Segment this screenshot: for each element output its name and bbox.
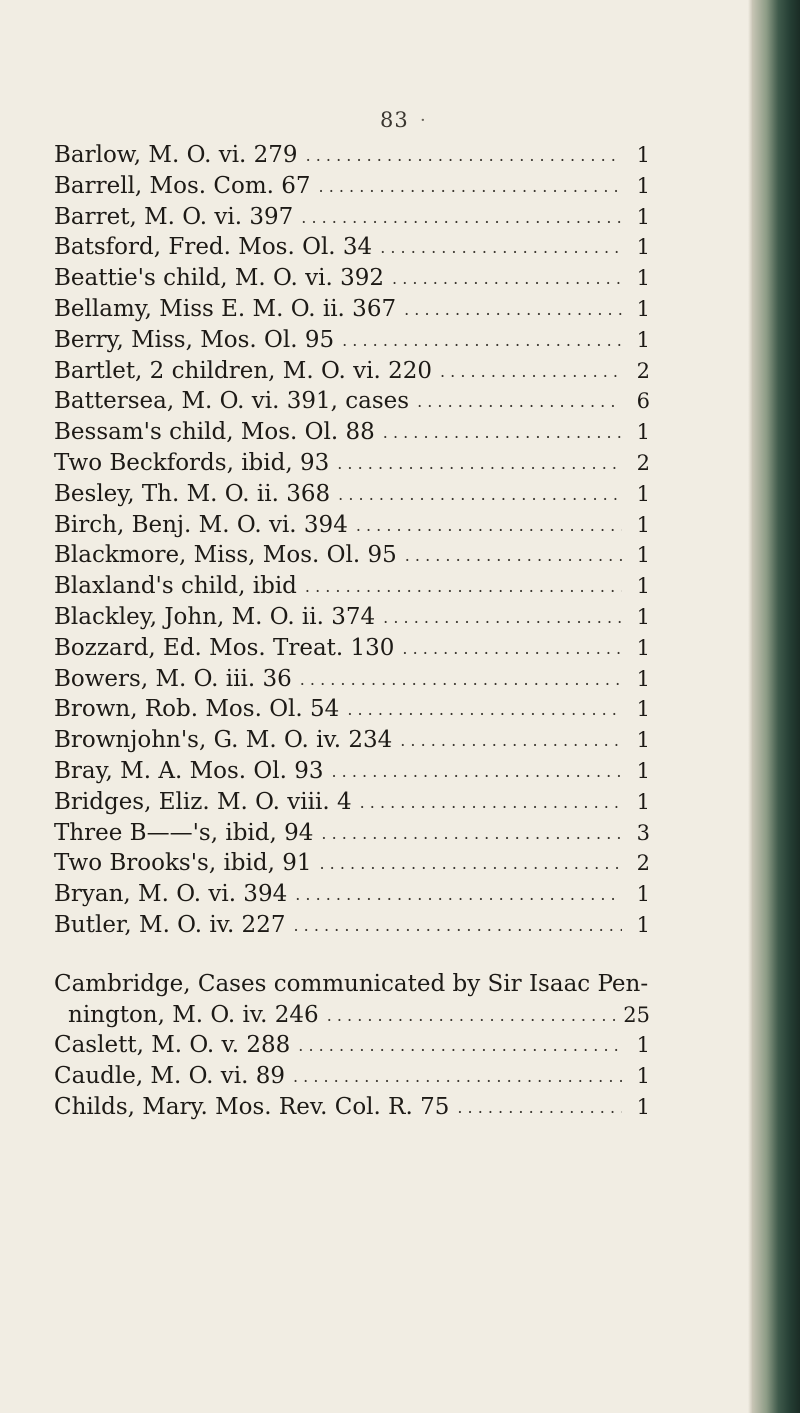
entry-text: Bryan, M. O. vi. 394 (54, 881, 288, 908)
entry-text: Caudle, M. O. vi. 89 (54, 1063, 285, 1090)
entry-count: 2 (636, 450, 650, 475)
index-entry (54, 325, 650, 356)
book-binding (752, 0, 800, 1413)
entry-text: Blackley, John, M. O. ii. 374 (54, 603, 376, 630)
dot-leader (293, 1062, 622, 1093)
index-entry (54, 1061, 650, 1092)
dot-leader (301, 203, 622, 234)
entry-count: 1 (636, 143, 650, 167)
index-entry-cambridge (54, 969, 650, 1031)
entry-text: Blackmore, Miss, Mos. Ol. 95 (54, 542, 397, 569)
index-entry (54, 1030, 650, 1061)
entry-count: 1 (636, 1064, 650, 1089)
index-entry (54, 910, 650, 941)
index-entry (54, 818, 650, 849)
entry-count: 1 (636, 543, 650, 568)
index-entry (54, 232, 650, 263)
entry-text: Barlow, M. O. vi. 279 (54, 142, 298, 168)
dot-leader (440, 357, 622, 388)
dot-leader (402, 634, 622, 665)
dot-leader (300, 665, 622, 696)
entry-count: 1 (636, 204, 650, 229)
index-entry (54, 294, 650, 325)
dot-leader (319, 172, 622, 203)
dot-leader (356, 511, 622, 542)
entry-count: 3 (636, 820, 650, 845)
entry-count: 6 (636, 389, 650, 414)
dot-leader (347, 695, 622, 726)
entry-count: 1 (636, 912, 650, 937)
index-entry (54, 571, 650, 602)
dot-leader (380, 233, 622, 264)
entry-count: 1 (636, 327, 650, 352)
index-entry (54, 171, 650, 202)
dot-leader (338, 480, 622, 511)
entry-count: 1 (636, 789, 650, 814)
dot-leader (306, 141, 622, 172)
dot-leader (342, 326, 622, 357)
dot-leader (305, 572, 622, 603)
entry-text: Brownjohn's, G. M. O. iv. 234 (54, 727, 393, 754)
dot-leader (298, 1031, 622, 1062)
entry-count: 2 (636, 851, 650, 876)
entry-text: Bowers, M. O. iii. 36 (54, 665, 292, 692)
entry-text: Beattie's child, M. O. vi. 392 (54, 265, 385, 292)
entry-text: Birch, Benj. M. O. vi. 394 (54, 511, 348, 538)
index-entry (54, 386, 650, 417)
dot-leader (337, 449, 622, 480)
entry-text: Caslett, M. O. v. 288 (54, 1032, 291, 1059)
entry-count: 1 (636, 512, 650, 537)
entry-count: 1 (636, 635, 650, 660)
index-entry (54, 664, 650, 695)
entry-count: 1 (636, 235, 650, 260)
entry-count: 2 (636, 358, 650, 383)
dot-leader (295, 880, 622, 911)
entry-count: 1 (636, 882, 650, 907)
index-entry (54, 540, 650, 571)
index-list (54, 140, 650, 1123)
dot-leader (404, 295, 622, 326)
entry-count: 1 (636, 697, 650, 722)
entry-count: 1 (636, 420, 650, 445)
index-entry (54, 140, 650, 171)
section-gap (54, 941, 650, 969)
dot-leader (392, 264, 622, 295)
dot-leader (400, 726, 622, 757)
entry-text: Three B——'s, ibid, 94 (54, 819, 314, 846)
dot-leader (293, 911, 622, 942)
entry-text: Bartlet, 2 children, M. O. vi. 220 (54, 357, 432, 384)
entry-count: 1 (636, 266, 650, 291)
entry-text: Blaxland's child, ibid (54, 573, 297, 600)
index-entry (54, 417, 650, 448)
index-entry (54, 448, 650, 479)
dot-leader (383, 603, 622, 634)
entry-count: 1 (636, 173, 650, 198)
entry-count: 1 (636, 481, 650, 506)
dot-leader (321, 819, 622, 850)
dot-leader (383, 418, 622, 449)
entry-text: Barrell, Mos. Com. 67 (54, 172, 311, 199)
entry-line2 (54, 1000, 650, 1031)
entry-text: Battersea, M. O. vi. 391, cases (54, 388, 410, 415)
page-mark: · (420, 110, 426, 131)
entry-text-line1: Cambridge, Cases communicated by Sir Isaac Pen- (54, 970, 649, 997)
entry-text: Bray, M. A. Mos. Ol. 93 (54, 757, 324, 784)
entry-text: Two Brooks's, ibid, 91 (54, 850, 312, 877)
dot-leader (327, 1001, 618, 1032)
index-entry (54, 479, 650, 510)
dot-leader (417, 387, 622, 418)
entry-text: Besley, Th. M. O. ii. 368 (54, 480, 331, 507)
index-entry (54, 725, 650, 756)
index-entry (54, 694, 650, 725)
entry-text: Brown, Rob. Mos. Ol. 54 (54, 696, 340, 723)
entry-text: Berry, Miss, Mos. Ol. 95 (54, 326, 335, 353)
entry-text: Batsford, Fred. Mos. Ol. 34 (54, 234, 373, 261)
entry-text: Bellamy, Miss E. M. O. ii. 367 (54, 295, 397, 322)
entry-text: Bessam's child, Mos. Ol. 88 (54, 419, 375, 446)
entry-count: 1 (636, 758, 650, 783)
entry-count: 25 (623, 1002, 650, 1027)
index-entry (54, 756, 650, 787)
entry-count: 1 (636, 1033, 650, 1058)
dot-leader (332, 757, 623, 788)
entry-count: 1 (636, 728, 650, 753)
entry-count: 1 (636, 666, 650, 691)
entry-text-line2: nington, M. O. iv. 246 (68, 1001, 319, 1028)
entry-count: 1 (636, 574, 650, 599)
index-entry (54, 848, 650, 879)
entry-count: 1 (636, 604, 650, 629)
index-entry (54, 633, 650, 664)
entry-text: Barret, M. O. vi. 397 (54, 203, 294, 230)
entry-text: Bridges, Eliz. M. O. viii. 4 (54, 788, 352, 815)
index-entry (54, 602, 650, 633)
entry-text: Two Beckfords, ibid, 93 (54, 449, 330, 476)
entry-count: 1 (636, 296, 650, 321)
dot-leader (405, 541, 622, 572)
entry-text: Childs, Mary. Mos. Rev. Col. R. 75 (54, 1093, 450, 1120)
index-entry (54, 510, 650, 541)
index-entry (54, 787, 650, 818)
entry-text: Bozzard, Ed. Mos. Treat. 130 (54, 634, 395, 661)
dot-leader (457, 1093, 622, 1124)
index-entry (54, 879, 650, 910)
page-number: 83 (380, 108, 409, 132)
index-entry (54, 1092, 650, 1123)
dot-leader (360, 788, 622, 819)
index-entry (54, 356, 650, 387)
index-entry (54, 202, 650, 233)
dot-leader (320, 849, 623, 880)
index-entry (54, 263, 650, 294)
entry-text: Butler, M. O. iv. 227 (54, 911, 286, 938)
entry-count: 1 (636, 1094, 650, 1119)
